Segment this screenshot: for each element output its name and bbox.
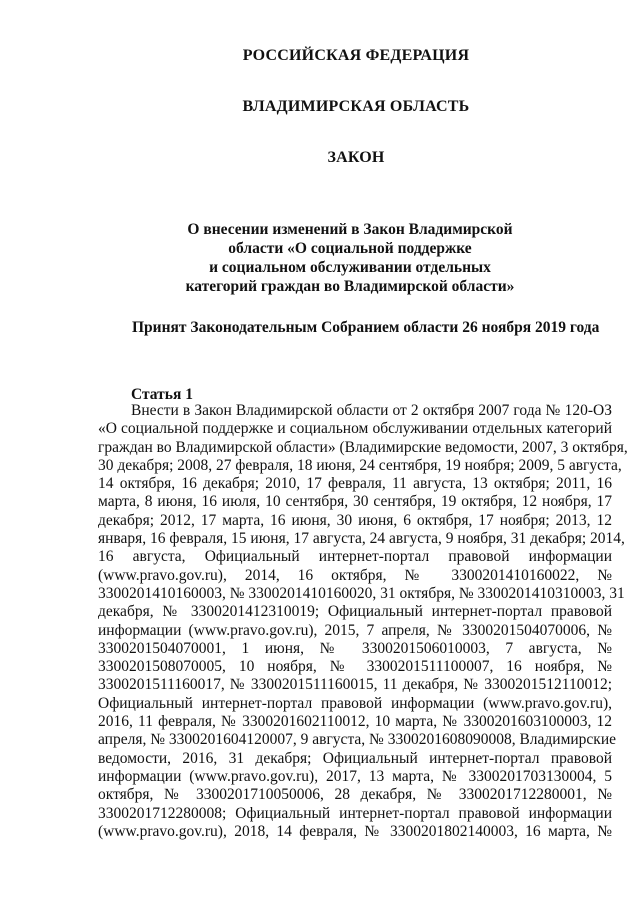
region-heading: ВЛАДИМИРСКАЯ ОБЛАСТЬ (242, 98, 470, 115)
article-text-line: (www.pravo.gov.ru), 2014, 16 октября, № 3300201410160022, № (98, 566, 612, 584)
article-text-line: 3300201410160003, № 3300201410160020, 31 октября, № 3300201410310003, 31 (98, 584, 625, 602)
article-text-line: 16 августа, Официальный интернет-портал правовой информации (98, 548, 612, 566)
document-type-heading: ЗАКОН (327, 149, 385, 166)
article-text-line: 3300201508070005, 10 ноября, № 3300201511100007, 16 ноября, № (98, 658, 612, 676)
law-title-line: области «О социальной поддержке (228, 240, 472, 257)
law-title-line: категорий граждан во Владимирской области» (185, 278, 515, 295)
article-text-line: декабря, № 3300201412310019; Официальный интернет-портал правовой (98, 603, 612, 621)
article-text-line: апреля, № 3300201604120007, 9 августа, № 3300201608090008, Владимирские (98, 731, 617, 749)
adoption-statement: Принят Законодательным Собранием области 26 ноября 2019 года (132, 319, 600, 336)
country-heading: РОССИЙСКАЯ ФЕДЕРАЦИЯ (242, 47, 470, 64)
article-text-line: информации (www.pravo.gov.ru), 2015, 7 апреля, № 3300201504070006, № (98, 621, 612, 639)
article-text-line: января, 16 февраля, 15 июня, 17 августа, 24 августа, 9 ноября, 31 декабря; 2014, (98, 530, 625, 548)
law-title-line: О внесении изменений в Закон Владимирской (187, 221, 513, 238)
law-title (160, 220, 540, 296)
article-text-line: 2016, 11 февраля, № 3300201602110012, 10 марта, № 3300201603100003, 12 (98, 713, 612, 731)
law-title-line: и социальном обслуживании отдельных (209, 259, 491, 276)
article-text-line: граждан во Владимирской области» (Владимирские ведомости, 2007, 3 октября, (98, 438, 628, 456)
article-text-line: декабря; 2012, 17 марта, 16 июня, 30 июня, 6 октября, 17 ноября; 2013, 12 (98, 511, 612, 529)
article-text-line: 3300201504070001, 1 июня, № 3300201506010003, 7 августа, № (98, 639, 612, 657)
article-text-line: Внести в Закон Владимирской области от 2 октября 2007 года № 120-ОЗ (131, 402, 612, 419)
article-heading: Статья 1 (131, 386, 193, 403)
article-text-line: Официальный интернет-портал правовой информации (www.pravo.gov.ru), (98, 694, 612, 712)
article-text-line: информации (www.pravo.gov.ru), 2017, 13 марта, № 3300201703130004, 5 (98, 767, 612, 785)
article-text-line: (www.pravo.gov.ru), 2018, 14 февраля, № 3300201802140003, 16 марта, № (98, 822, 612, 840)
article-text-line: 30 декабря; 2008, 27 февраля, 18 июня, 24 сентября, 19 ноября; 2009, 5 августа, (98, 456, 622, 474)
article-text-line: ведомости, 2016, 31 декабря; Официальный интернет-портал правовой (98, 749, 612, 767)
article-text-line: октября, № 3300201710050006, 28 декабря, № 3300201712280001, № (98, 786, 612, 804)
article-body (98, 402, 628, 841)
article-text-line: марта, 8 июня, 16 июля, 10 сентября, 30 сентября, 19 октября, 12 ноября, 17 (98, 493, 612, 511)
article-text-line: 3300201511160017, № 3300201511160015, 11 декабря, № 3300201512110012; (98, 676, 612, 694)
article-text-line: 3300201712280008; Официальный интернет-портал правовой информации (98, 804, 612, 822)
article-text-line: 14 октября, 16 декабря; 2010, 17 февраля, 11 августа, 13 октября; 2011, 16 (98, 475, 612, 493)
article-text-line: «О социальной поддержке и социальном обслуживании отдельных категорий (98, 420, 612, 438)
